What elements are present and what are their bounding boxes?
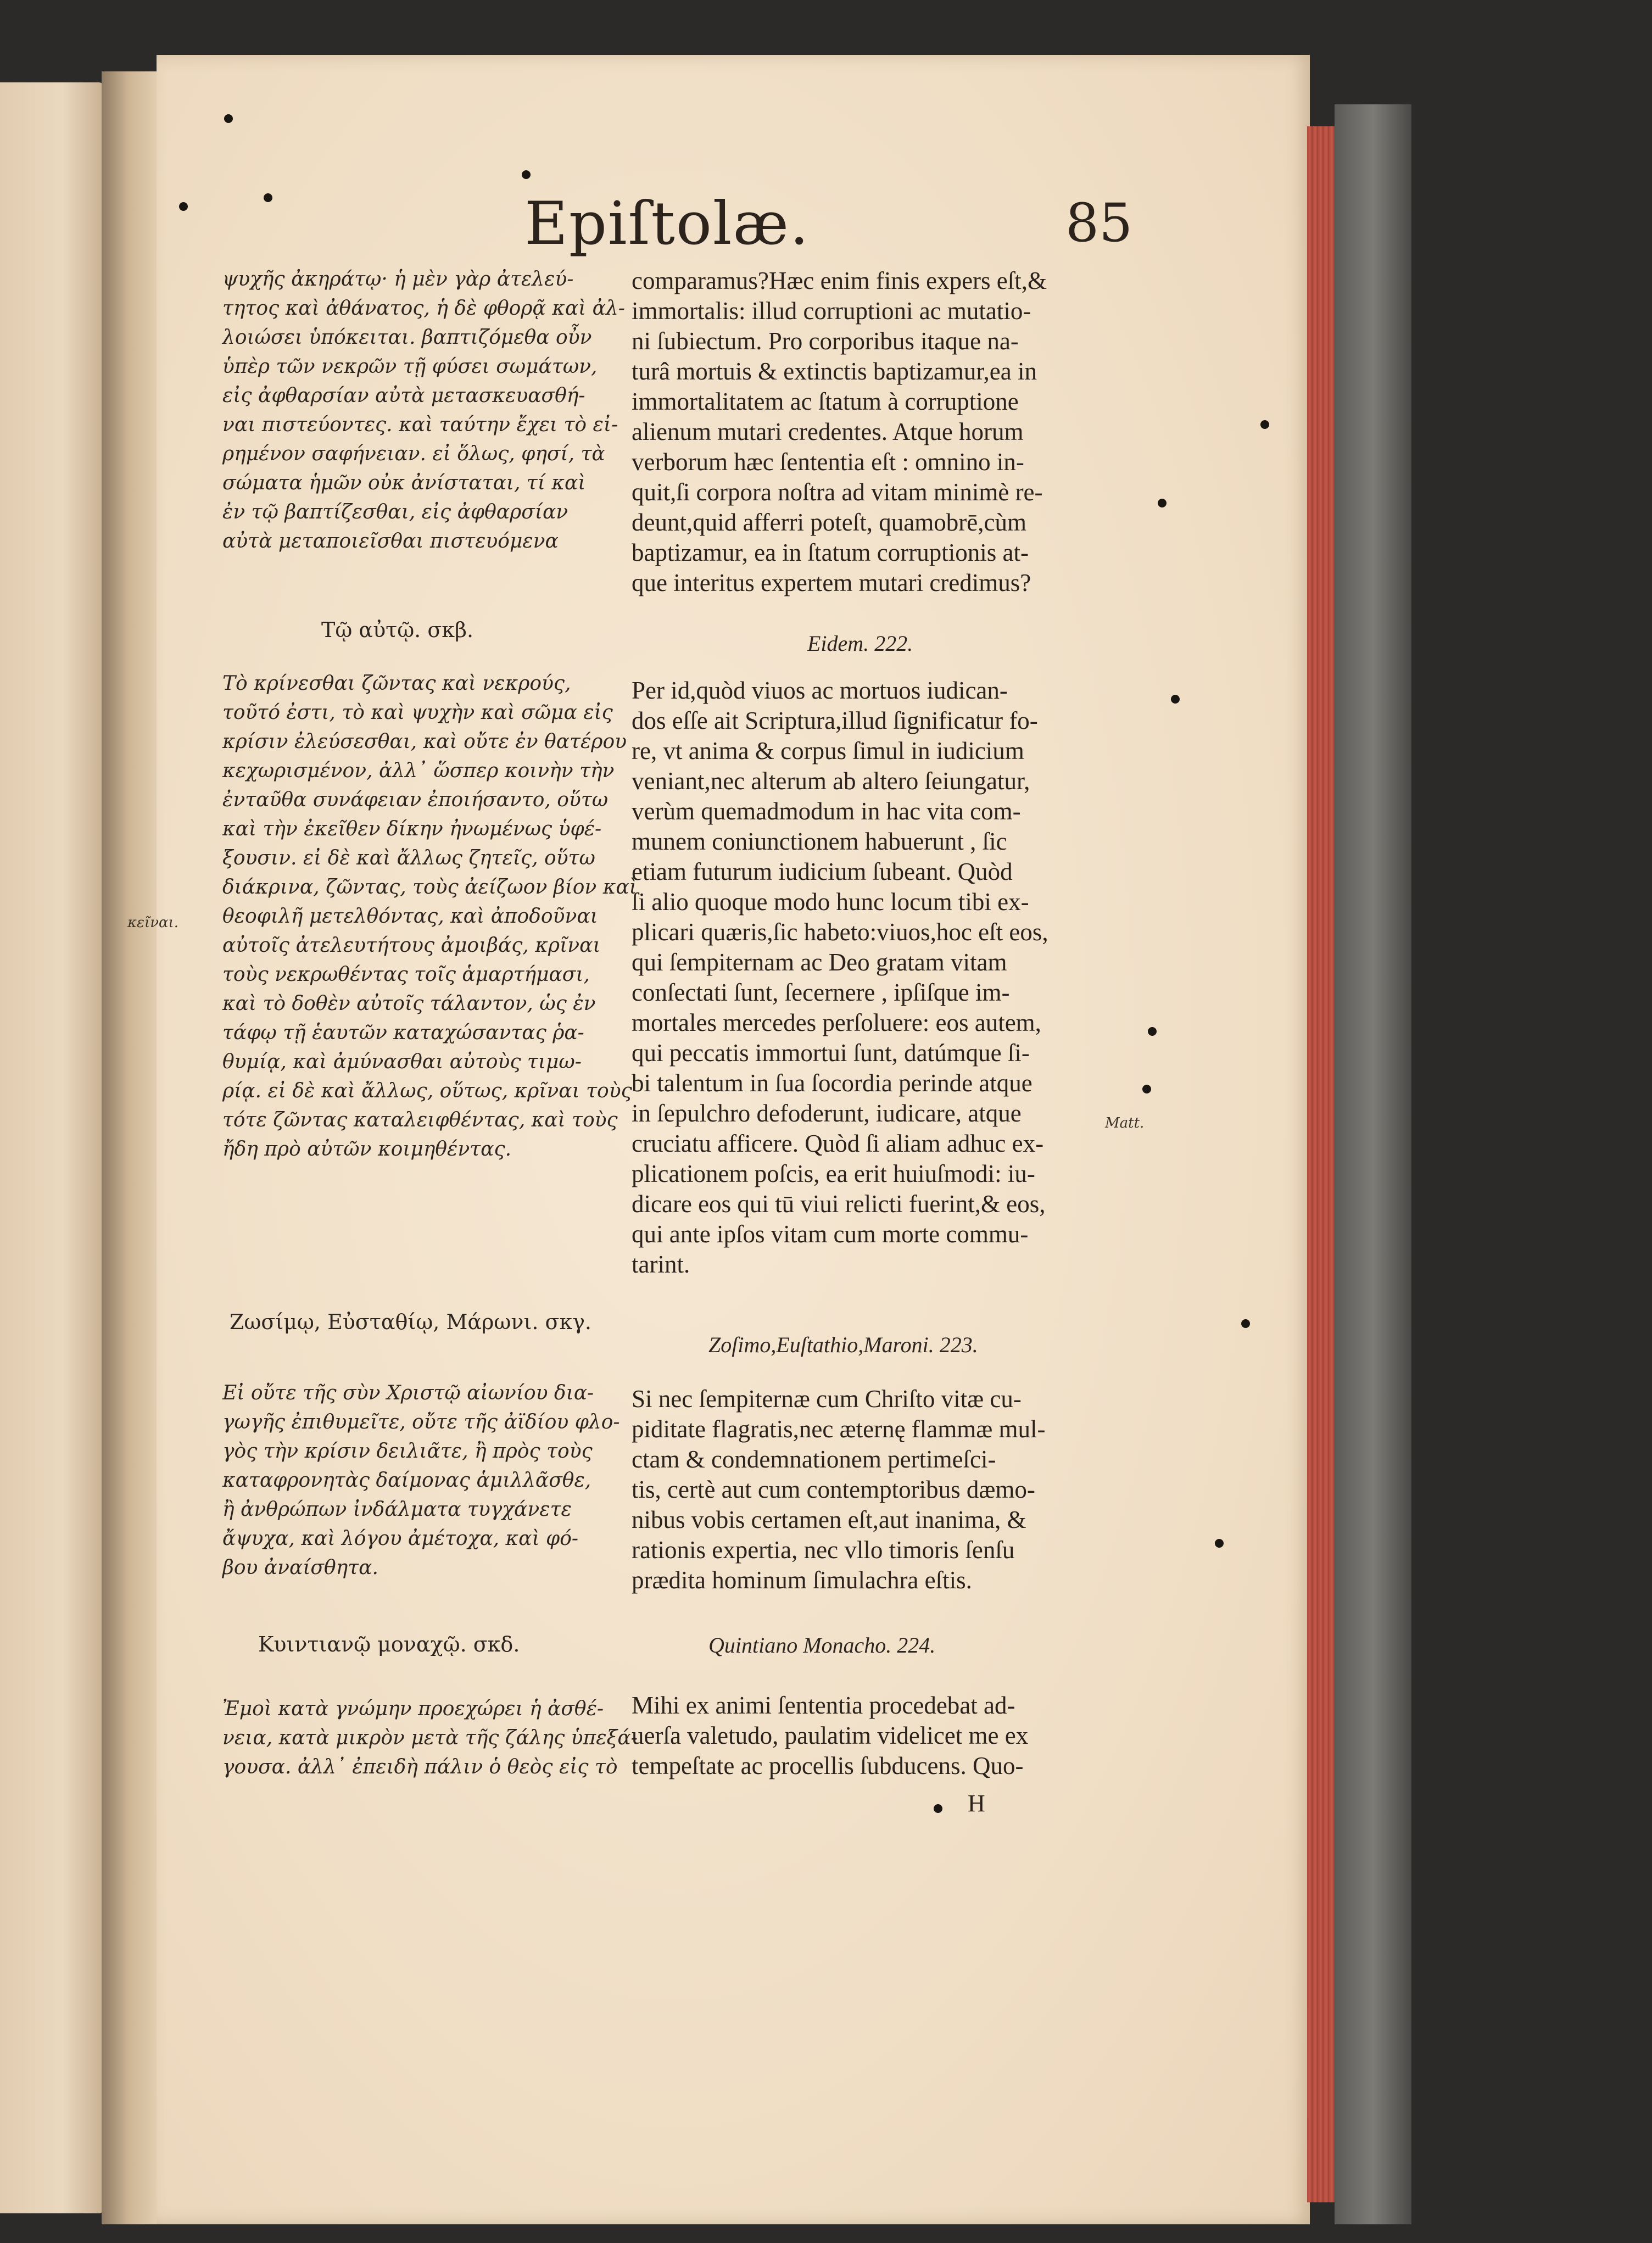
latin-line: cruciatu afficere. Quòd ſi aliam adhuc ex-: [632, 1130, 1044, 1157]
greek-line: ἐνταῦθα συνάφειαν ἐποιήσαντο, οὕτω: [222, 789, 609, 811]
greek-line: θυμίᾳ, καὶ ἀμύνασθαι αὐτοὺς τιμω-: [222, 1051, 582, 1073]
greek-line: βου ἀναίσθητα.: [222, 1556, 378, 1579]
greek-line: σώματα ἡμῶν οὐκ ἀνίσταται, τί καὶ: [222, 472, 586, 494]
latin-text-block: [632, 676, 1104, 1280]
greek-line: Ἐμοὶ κατὰ γνώμην προεχώρει ἡ ἀσθέ-: [222, 1698, 604, 1720]
latin-line: rationis expertia, nec vllo timoris ſenſu: [632, 1536, 1015, 1564]
running-head: Epiſtolæ.: [524, 189, 810, 258]
latin-line: munem coniunctionem habuerunt , ſic: [632, 828, 1007, 855]
greek-line: τοὺς νεκρωθέντας τοῖς ἁμαρτήμασι,: [222, 963, 590, 986]
latin-line: dicare eos qui tū viui relicti fuerint,& eos,: [632, 1190, 1046, 1218]
speck: [1215, 1539, 1224, 1548]
greek-line: καταφρονητὰς δαίμονας ἁμιλλᾶσθε,: [222, 1469, 591, 1492]
latin-line: quit,ſi corpora noſtra ad vitam minimè re-: [632, 478, 1043, 506]
latin-letter-heading: Zoſimo,Euſtathio,Maroni. 223.: [708, 1332, 978, 1357]
greek-line: διάκρινα, ζῶντας, τοὺς ἀείζωον βίον καὶ: [222, 876, 637, 899]
greek-line: κρίσιν ἐλεύσεσθαι, καὶ οὔτε ἐν θατέρου: [222, 730, 627, 753]
book-cover-edge: [1335, 104, 1411, 2224]
latin-line: verborum hæc ſententia eſt : omnino in-: [632, 448, 1024, 476]
greek-text-block: [222, 669, 637, 1164]
greek-line: τητος καὶ ἀθάνατος, ἡ δὲ φθορᾷ καὶ ἀλ-: [222, 297, 625, 320]
latin-line: uerſa valetudo, paulatim videlicet me ex: [632, 1722, 1029, 1749]
greek-line: λοιώσει ὑπόκειται. βαπτιζόμεθα οὖν: [222, 326, 592, 349]
latin-line: tempeſtate ac procellis ſubducens. Quo-: [632, 1752, 1024, 1779]
latin-line: verùm quemadmodum in hac vita com-: [632, 797, 1021, 825]
latin-line: tis, certè aut cum contemptoribus dæmo-: [632, 1476, 1035, 1503]
greek-line: Τὸ κρίνεσθαι ζῶντας καὶ νεκρούς,: [222, 672, 571, 695]
latin-line: nibus vobis certamen eſt,aut inanima, &: [632, 1506, 1026, 1533]
speck: [1142, 1085, 1151, 1093]
latin-line: veniant,nec alterum ab altero ſeiungatur,: [632, 767, 1030, 795]
latin-line: Mihi ex animi ſententia procedebat ad-: [632, 1692, 1015, 1719]
latin-line: ni ſubiectum. Pro corporibus itaque na-: [632, 327, 1019, 355]
latin-text-block: [632, 1384, 1104, 1595]
greek-line: θεοφιλῆ μετελθόντας, καὶ ἀποδοῦναι: [222, 905, 598, 928]
latin-text-block: [632, 266, 1104, 598]
right-marginal-note: Matt.: [1105, 1115, 1145, 1131]
speck: [1241, 1319, 1250, 1328]
latin-line: piditate flagratis,nec æternę flammæ mul-: [632, 1415, 1046, 1443]
greek-line: νεια, κατὰ μικρὸν μετὰ τῆς ζάλης ὑπεξά-: [222, 1727, 638, 1749]
greek-letter-heading: Κυιντιανῷ μοναχῷ. σκδ.: [258, 1632, 520, 1656]
latin-line: plicari quæris,ſic habeto:viuos,hoc eſt eos,: [632, 918, 1048, 946]
greek-line: γουσα. ἀλλ᾽ ἐπειδὴ πάλιν ὁ θεὸς εἰς τὸ: [222, 1756, 618, 1778]
speck: [1158, 499, 1167, 507]
facing-page: [0, 82, 104, 2213]
latin-line: qui ante ipſos vitam cum morte commu-: [632, 1220, 1029, 1248]
greek-line: καὶ τὴν ἐκεῖθεν δίκην ἠνωμένως ὑφέ-: [222, 818, 602, 840]
latin-line: dos eſſe ait Scriptura,illud ſignificatur fo-: [632, 707, 1038, 734]
greek-line: ἐν τῷ βαπτίζεσθαι, εἰς ἀφθαρσίαν: [222, 501, 568, 523]
speck: [264, 193, 272, 202]
latin-letter-heading: Eidem. 222.: [807, 631, 913, 656]
latin-line: etiam futurum iudicium ſubeant. Quòd: [632, 858, 1013, 885]
latin-line: alienum mutari credentes. Atque horum: [632, 418, 1024, 445]
speck: [1171, 695, 1180, 704]
greek-line: τότε ζῶντας καταλειφθέντας, καὶ τοὺς: [222, 1109, 618, 1131]
greek-line: εἰς ἀφθαρσίαν αὐτὰ μετασκευασθή-: [222, 384, 585, 407]
greek-text-block: [222, 1379, 620, 1582]
latin-line: baptizamur, ea in ſtatum corruptionis at-: [632, 539, 1029, 566]
latin-line: ſi alio quoque modo hunc locum tibi ex-: [632, 888, 1029, 916]
latin-line: conſectati ſunt, ſecernere , ipſiſque im-: [632, 979, 1010, 1006]
latin-text-block: [632, 1690, 1104, 1781]
greek-line: Εἰ οὔτε τῆς σὺν Χριστῷ αἰωνίου δια-: [222, 1382, 594, 1404]
greek-line: αὐτὰ μεταποιεῖσθαι πιστευόμενα: [222, 530, 559, 553]
greek-line: ἤδη πρὸ αὐτῶν κοιμηθέντας.: [222, 1138, 512, 1160]
book-gutter: [102, 71, 162, 2224]
speck: [934, 1804, 942, 1813]
greek-line: ρίᾳ. εἰ δὲ καὶ ἄλλως, οὕτως, κρῖναι τοὺς: [222, 1080, 632, 1102]
greek-line: αὐτοῖς ἀτελευτήτους ἀμοιβάς, κρῖναι: [222, 934, 601, 957]
greek-line: κεχωρισμένον, ἀλλ᾽ ὥσπερ κοινὴν τὴν: [222, 760, 615, 782]
speck: [1260, 420, 1269, 429]
latin-line: tarint.: [632, 1251, 690, 1278]
signature-mark: H: [968, 1790, 985, 1817]
page-number: 85: [1065, 192, 1133, 254]
latin-line: Si nec ſempiternæ cum Chriſto vitæ cu-: [632, 1385, 1022, 1413]
greek-line: ὑπὲρ τῶν νεκρῶν τῇ φύσει σωμάτων,: [222, 355, 598, 378]
latin-line: deunt,quid afferri poteſt, quamobrē,cùm: [632, 509, 1026, 536]
latin-line: ctam & condemnationem pertimeſci-: [632, 1446, 996, 1473]
latin-line: mortales mercedes perſoluere: eos autem,: [632, 1009, 1041, 1036]
greek-line: γωγῆς ἐπιθυμεῖτε, οὔτε τῆς ἀϊδίου φλο-: [222, 1411, 620, 1433]
greek-line: ναι πιστεύοντες. καὶ ταύτην ἔχει τὸ εἰ-: [222, 414, 618, 436]
latin-line: que interitus expertem mutari credimus?: [632, 569, 1031, 596]
speck: [522, 170, 531, 179]
latin-letter-heading: Quintiano Monacho. 224.: [708, 1633, 936, 1658]
greek-text-block: [222, 1694, 638, 1782]
greek-text-block: [222, 265, 625, 556]
greek-line: ξουσιν. εἰ δὲ καὶ ἄλλως ζητεῖς, οὕτω: [222, 847, 595, 869]
latin-line: qui ſempiternam ac Deo gratam vitam: [632, 948, 1007, 976]
latin-line: immortalitatem ac ſtatum à corruptione: [632, 388, 1019, 415]
latin-line: bi talentum in ſua ſocordia perinde atque: [632, 1069, 1032, 1097]
latin-line: plicationem poſcis, ea erit huiuſmodi: iu-: [632, 1160, 1035, 1187]
greek-line: ἄψυχα, καὶ λόγου ἀμέτοχα, καὶ φό-: [222, 1527, 579, 1550]
greek-letter-heading: Τῷ αὐτῷ. σκβ.: [321, 618, 474, 642]
greek-line: γὸς τὴν κρίσιν δειλιᾶτε, ἢ πρὸς τοὺς: [222, 1440, 593, 1463]
latin-line: prædita hominum ſimulachra eſtis.: [632, 1566, 972, 1594]
latin-line: immortalis: illud corruptioni ac mutatio-: [632, 297, 1031, 325]
greek-line: ψυχῆς ἀκηράτῳ· ἡ μὲν γὰρ ἀτελεύ-: [222, 268, 574, 291]
latin-line: re, vt anima & corpus ſimul in iudicium: [632, 737, 1024, 765]
greek-line: ρημένον σαφήνειαν. εἰ ὅλως, φησί, τὰ: [222, 443, 605, 465]
latin-line: Per id,quòd viuos ac mortuos iudican-: [632, 677, 1008, 704]
left-marginal-note: κεῖναι.: [127, 914, 179, 931]
latin-line: turâ mortuis & extinctis baptizamur,ea in: [632, 358, 1037, 385]
greek-line: τάφῳ τῇ ἑαυτῶν καταχώσαντας ῥα-: [222, 1022, 584, 1044]
greek-line: τοῦτό ἐστι, τὸ καὶ ψυχὴν καὶ σῶμα εἰς: [222, 701, 613, 724]
greek-line: ἢ ἀνθρώπων ἰνδάλματα τυγχάνετε: [222, 1498, 572, 1521]
greek-letter-heading: Ζωσίμῳ, Εὐσταθίῳ, Μάρωνι. σκγ.: [230, 1310, 591, 1334]
greek-line: καὶ τὸ δοθὲν αὐτοῖς τάλαντον, ὡς ἐν: [222, 992, 596, 1015]
latin-line: comparamus?Hæc enim finis expers eſt,&: [632, 267, 1047, 294]
speck: [179, 202, 188, 211]
latin-line: qui peccatis immortui ſunt, datúmque ſi-: [632, 1039, 1030, 1067]
speck: [1148, 1027, 1157, 1036]
latin-line: in ſepulchro defoderunt, iudicare, atque: [632, 1100, 1022, 1127]
speck: [224, 114, 233, 123]
